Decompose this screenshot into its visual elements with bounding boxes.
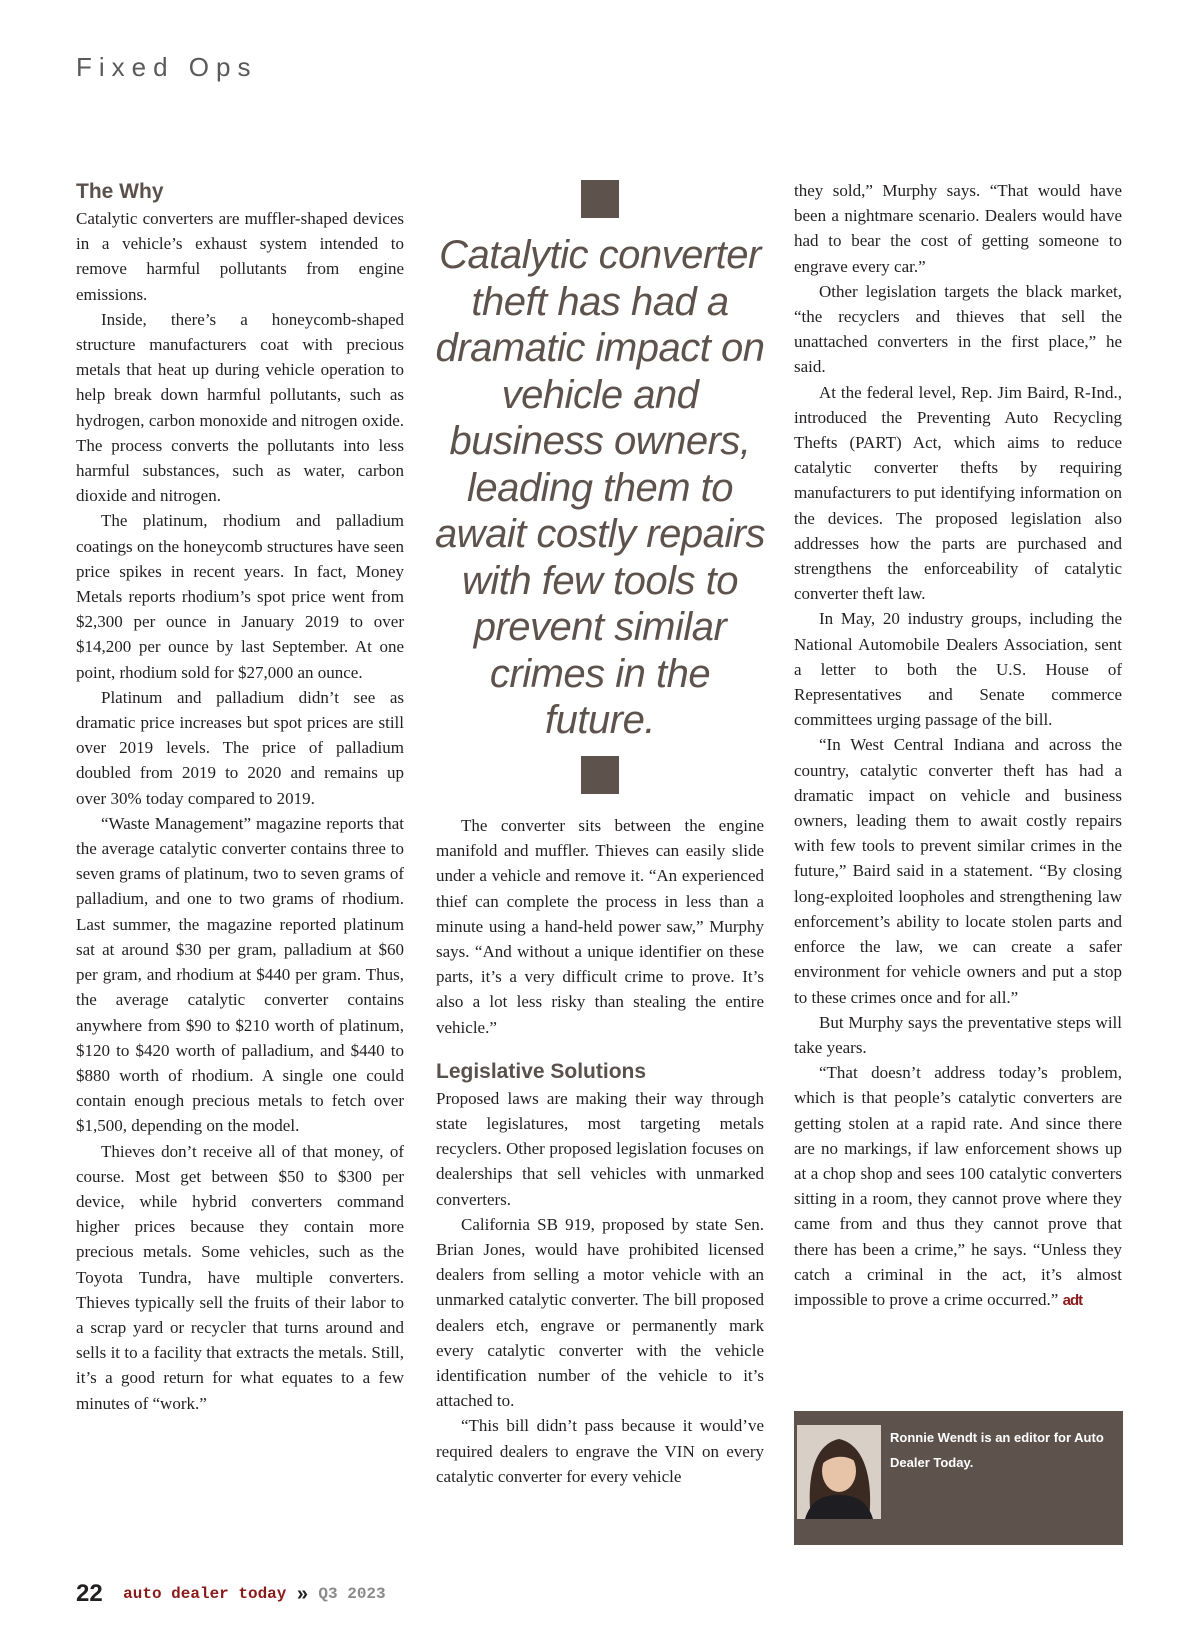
heading-the-why: The Why <box>76 180 164 203</box>
author-bio-box <box>794 1411 1123 1545</box>
paragraph: The converter sits between the engine manifold and muffler. Thieves can easily slide under a vehicle and remove it. “An experienced thief can complete the process in less than a minute using a hand-held power saw,” Murphy says. “And without a unique identifier on these parts, it’s a very difficult crime to prove. It’s also a lot less risky than stealing the entire vehicle.” <box>436 816 764 1037</box>
paragraph: In May, 20 industry groups, including the National Automobile Dealers Association, sent a letter to both the U.S. House of Representatives and Senate commerce committees urging passage of the bill. <box>794 609 1122 730</box>
pull-quote <box>430 180 770 794</box>
paragraph: At the federal level, Rep. Jim Baird, R-Ind., introduced the Preventing Auto Recycling Thefts (PART) Act, which aims to reduce catalytic converter thefts by requiring manufacturers to put identifying information on the devices. The proposed legislation also addresses how the parts are purchased and strengthens the enforceability of catalytic converter theft law. <box>794 382 1122 604</box>
author-photo <box>797 1425 881 1519</box>
end-mark: adt <box>1062 1291 1083 1309</box>
paragraph: But Murphy says the preventative steps will take years. <box>794 1012 1122 1057</box>
paragraph: California SB 919, proposed by state Sen. Brian Jones, would have prohibited licensed dealers from selling a motor vehicle with an unmarked catalytic converter. The bill proposed dealers etch, engrave or permanently mark every catalytic converter with the vehicle identification number of the vehicle to it’s attached to. <box>436 1214 764 1411</box>
page-number: 22 <box>76 1580 103 1607</box>
paragraph: Inside, there’s a honeycomb-shaped structure manufacturers coat with precious metals that heat up during vehicle operation to help break down harmful pollutants, such as hydrogen, carbon monoxide and nitrogen oxide. The process converts the pollutants into less harmful substances, such as water, carbon dioxide and nitrogen. <box>76 309 404 506</box>
paragraph: “In West Central Indiana and across the country, catalytic converter theft has had a dramatic impact on vehicle and business owners, leading them to await costly repairs with few tools to prevent similar crimes in the future,” Baird said in a statement. “By closing long-exploited loopholes and strengthening law enforcement’s ability to locate stolen parts and enforce the law, we can create a safer environment for vehicle owners and put a stop to these crimes once and for all.” <box>794 735 1122 1007</box>
column-3 <box>794 178 1122 1313</box>
paragraph: “This bill didn’t pass because it would’ve required dealers to engrave the VIN on every catalytic converter for every vehicle <box>436 1416 764 1486</box>
paragraph: The platinum, rhodium and palladium coatings on the honeycomb structures have seen price spikes in recent years. In fact, Money Metals reports rhodium’s spot price went from $2,300 per ounce in January 2019 to over $14,200 per ounce by last September. At one point, rhodium sold for $27,000 an ounce. <box>76 511 404 682</box>
column-1 <box>76 178 404 1416</box>
chevron-separator-icon: » <box>296 1582 308 1605</box>
paragraph: Platinum and palladium didn’t see as dramatic price increases but spot prices are still over 2019 levels. The price of palladium doubled from 2019 to 2020 and remains up over 30% today compared to 2019. <box>76 687 404 808</box>
section-label: Fixed Ops <box>76 52 258 82</box>
paragraph: Proposed laws are making their way through state legislatures, most targeting metals recyclers. Other proposed legislation focuses on dealerships that sell vehicles with unmarked converters. <box>436 1088 764 1209</box>
pull-quote-text: Catalytic converter theft has had a dramatic impact on vehicle and business owners, leading them to await costly repairs with few tools to prevent similar crimes in the future. <box>434 233 766 742</box>
column-2 <box>436 813 764 1489</box>
page-footer <box>76 1580 386 1608</box>
author-portrait-icon <box>797 1425 881 1519</box>
paragraph: Catalytic converters are muffler-shaped devices in a vehicle’s exhaust system intended to remove harmful pollutants from engine emissions. <box>76 209 404 304</box>
heading-legislative-solutions: Legislative Solutions <box>436 1059 647 1083</box>
magazine-name: auto dealer today <box>123 1585 287 1603</box>
author-bio-text: Ronnie Wendt is an editor for Auto Dealer Today. <box>890 1430 1104 1470</box>
issue-label: Q3 2023 <box>318 1585 386 1603</box>
paragraph-final <box>794 1060 1122 1313</box>
paragraph: Other legislation targets the black market, “the recyclers and thieves that sell the unattached converters in the first place,” he said. <box>794 281 1122 377</box>
quote-square-top <box>581 180 619 218</box>
paragraph: Thieves don’t receive all of that money, of course. Most get between $50 to $300 per device, while hybrid converters command higher prices because they contain more precious metals. Some vehicles, such as the Toyota Tundra, have multiple converters. Thieves typically sell the fruits of their labor to a scrap yard or recycler that turns around and sells it to a facility that extracts the metals. Still, it’s a good return for what equates to a few minutes of “work.” <box>76 1141 404 1413</box>
paragraph-final-text: “That doesn’t address today’s problem, which is that people’s catalytic converters are getting stolen at a rapid rate. And since there are no markings, if law enforcement shows up at a chop shop and sees 100 catalytic converters sitting in a room, they cannot prove where they came from and thus they cannot prove that there has been a crime,” he says. “Unless they catch a criminal in the act, it’s almost impossible to prove a crime occurred.” <box>794 1063 1122 1309</box>
quote-square-bottom <box>581 756 619 794</box>
paragraph: they sold,” Murphy says. “That would have been a nightmare scenario. Dealers would have had to bear the cost of getting someone to engrave every car.” <box>794 181 1122 276</box>
paragraph: “Waste Management” magazine reports that the average catalytic converter contains three to seven grams of platinum, two to seven grams of palladium, and one to two grams of rhodium. Last summer, the magazine reported platinum sat at around $30 per gram, palladium at $60 per gram, and rhodium at $440 per gram. Thus, the average catalytic converter contains anywhere from $90 to $210 worth of platinum, $120 to $420 worth of palladium, and $440 to $880 worth of rhodium. A single one could contain enough precious metals to fetch over $1,500, depending on the model. <box>76 813 404 1136</box>
